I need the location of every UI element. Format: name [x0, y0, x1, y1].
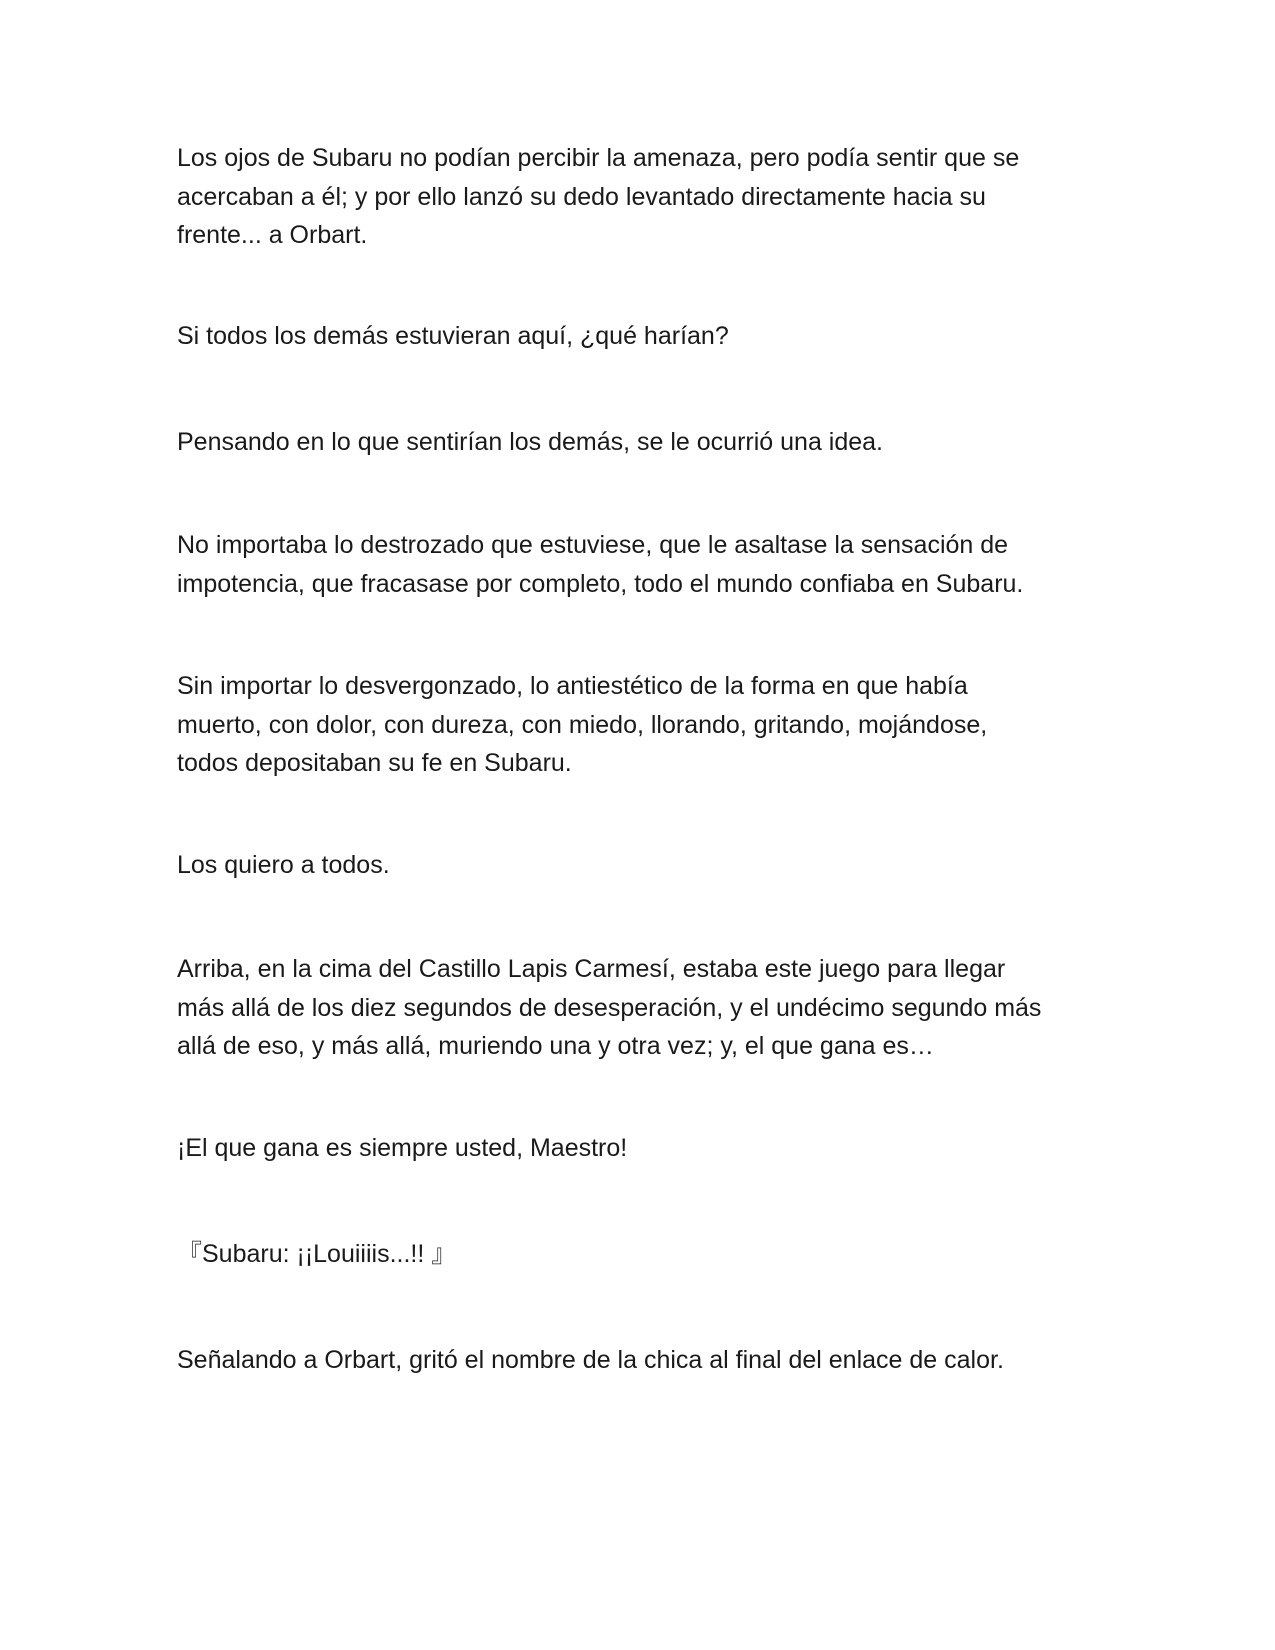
paragraph-pointing: [177, 1341, 1107, 1380]
text-line: Señalando a Orbart, gritó el nombre de la chica al final del enlace de calor.: [177, 1346, 1004, 1374]
paragraph-love-all: [177, 846, 1107, 885]
paragraph-shameless: [177, 667, 1107, 783]
text-line: Si todos los demás estuvieran aquí, ¿qué harían?: [177, 322, 729, 350]
paragraph-winner: [177, 1129, 1107, 1168]
paragraph-no-matter: [177, 526, 1107, 603]
dialogue-line: 『Subaru: ¡¡Louiiiis...!! 』: [177, 1240, 457, 1268]
text-line: Arriba, en la cima del Castillo Lapis Carmesí, estaba este juego para llegar: [177, 955, 1006, 983]
text-line: Los ojos de Subaru no podían percibir la amenaza, pero podía sentir que se: [177, 144, 1020, 172]
text-line: todos depositaban su fe en Subaru.: [177, 749, 572, 777]
text-line: frente... a Orbart.: [177, 221, 368, 249]
paragraph-subaru-eyes: [177, 139, 1107, 255]
text-line: acercaban a él; y por ello lanzó su dedo levantado directamente hacia su: [177, 182, 986, 211]
text-line: más allá de los diez segundos de desesperación, y el undécimo segundo más: [177, 993, 1042, 1022]
text-line: Pensando en lo que sentirían los demás, se le ocurrió una idea.: [177, 428, 884, 456]
text-line: muerto, con dolor, con dureza, con miedo, llorando, gritando, mojándose,: [177, 710, 988, 739]
text-line: ¡El que gana es siempre usted, Maestro!: [177, 1134, 628, 1162]
paragraph-castle: [177, 950, 1107, 1066]
text-line: impotencia, que fracasase por completo, todo el mundo confiaba en Subaru.: [177, 569, 1024, 598]
text-line: Sin importar lo desvergonzado, lo antiestético de la forma en que había: [177, 672, 968, 700]
paragraph-if-everyone: [177, 317, 1107, 356]
text-line: Los quiero a todos.: [177, 851, 390, 879]
paragraph-dialogue-louis: [177, 1235, 1107, 1274]
paragraph-thinking: [177, 423, 1107, 462]
text-line: allá de eso, y más allá, muriendo una y otra vez; y, el que gana es…: [177, 1032, 934, 1060]
text-line: No importaba lo destrozado que estuviese, que le asaltase la sensación de: [177, 531, 1009, 559]
